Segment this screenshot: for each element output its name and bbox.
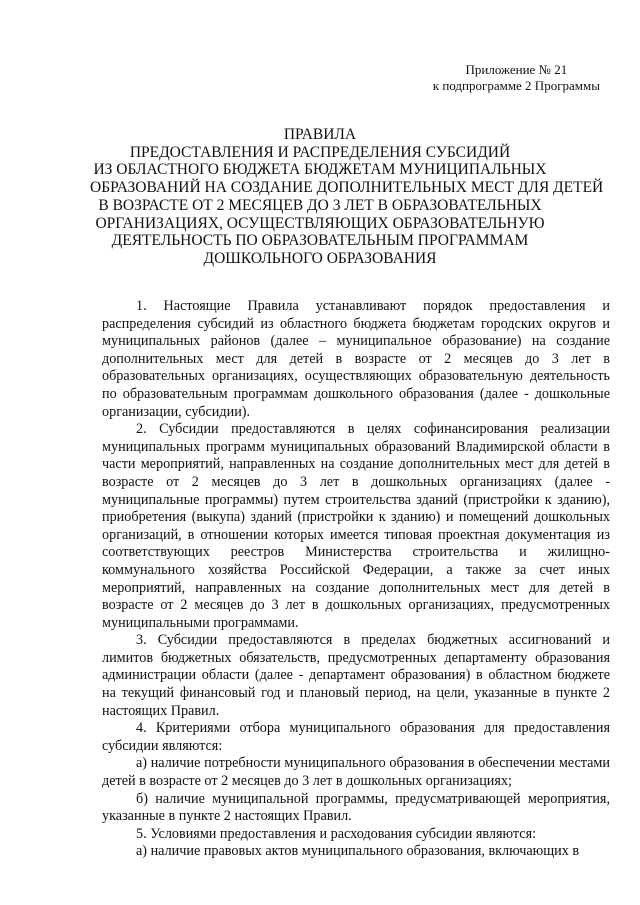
title-line: В ВОЗРАСТЕ ОТ 2 МЕСЯЦЕВ ДО 3 ЛЕТ В ОБРАЗОВАТЕЛЬНЫХ [98,196,542,214]
title-line: ДЕЯТЕЛЬНОСТЬ ПО ОБРАЗОВАТЕЛЬНЫМ ПРОГРАММАМ [111,232,529,250]
paragraph-4b: б) наличие муниципальной программы, предусматривающей мероприятия, указанные в пункте 2 настоящих Правил. [102,790,610,825]
paragraph-5a: а) наличие правовых актов муниципального образования, включающих в [136,843,580,860]
title-line: ПРЕДОСТАВЛЕНИЯ И РАСПРЕДЕЛЕНИЯ СУБСИДИЙ [129,143,511,161]
paragraph-5: 5. Условиями предоставления и расходования субсидии являются: [136,825,537,842]
appendix-reference: к подпрограмме 2 Программы [432,78,600,93]
paragraph-1: 1. Настоящие Правила устанавливают порядок предоставления и распределения субсидий из областного бюджета бюджетам городских округов и муниципальных районов (далее – муниципальное образование) на создание дополнительных мест для детей в возрасте от 2 месяцев до 3 лет в образовательных организациях, осуществляющих образовательную деятельность по образовательным программам дошкольного образования (далее - дошкольные организации, субсидии). [102,298,610,420]
title-line: ИЗ ОБЛАСТНОГО БЮДЖЕТА БЮДЖЕТАМ МУНИЦИПАЛЬНЫХ [93,161,547,179]
appendix-number: Приложение № 21 [465,62,568,77]
paragraph-2: 2. Субсидии предоставляются в целях софинансирования реализации муниципальных программ муниципальных образований Владимирской области в части мероприятий, направленных на создание дополнительных мест для детей в возрасте от 2 месяцев до 3 лет в дошкольных организациях (далее - муниципальные программы) путем строительства зданий (пристройки к зданию), приобретения (выкупа) зданий (пристройки к зданию) и помещений дошкольных организаций, в отношении которых имеется типовая проектная документация из соответствующих реестров Министерства строительства и жилищно-коммунального хозяйства Российской Федерации, а также за счет иных мероприятий, направленных на создание дополнительных мест для детей в возрасте от 2 месяцев до 3 лет в дошкольных организациях, предусмотренных муниципальными программами. [102,421,610,631]
title-line: ДОШКОЛЬНОГО ОБРАЗОВАНИЯ [203,249,437,267]
document-title [90,126,604,268]
title-line: ПРАВИЛА [283,126,357,143]
paragraph-3: 3. Субсидии предоставляются в пределах бюджетных ассигнований и лимитов бюджетных обязательств, предусмотренных департаменту образования администрации области (далее - департамент образования) в областном бюджете на текущий финансовый год и плановый период, на цели, указанные в пункте 2 настоящих Правил. [102,632,610,719]
title-line: ОБРАЗОВАНИЙ НА СОЗДАНИЕ ДОПОЛНИТЕЛЬНЫХ МЕСТ ДЛЯ ДЕТЕЙ [90,179,604,197]
title-line: ОРГАНИЗАЦИЯХ, ОСУЩЕСТВЛЯЮЩИХ ОБРАЗОВАТЕЛЬНУЮ [95,214,545,232]
paragraph-4a: а) наличие потребности муниципального образования в обеспечении местами детей в возрасте от 2 месяцев до 3 лет в дошкольных организациях; [102,755,610,790]
document-body [102,298,610,861]
paragraph-4: 4. Критериями отбора муниципального образования для предоставления субсидии являются: [102,720,610,754]
appendix-note [433,62,600,94]
